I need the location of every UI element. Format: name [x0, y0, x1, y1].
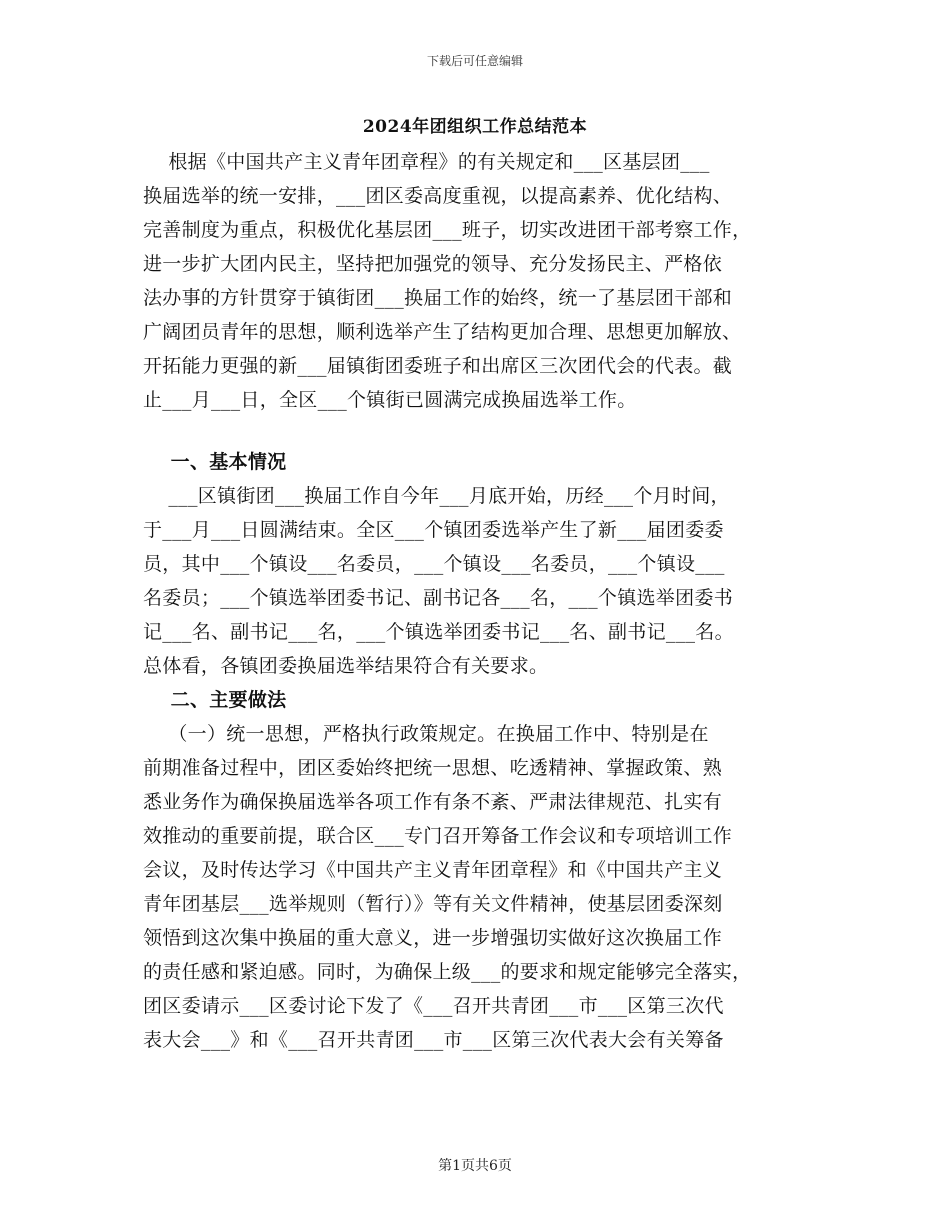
body-line: 员，其中___个镇设___名委员，___个镇设___名委员，___个镇设___ — [143, 553, 725, 575]
body-line: 法办事的方针贯穿于镇街团___换届工作的始终，统一了基层团干部和 — [143, 287, 733, 309]
section-heading-practices: 二、主要做法 — [143, 689, 287, 711]
document-title: 2024年团组织工作总结范本 — [362, 117, 588, 137]
body-line: 开拓能力更强的新___届镇街团委班子和出席区三次团代会的代表。截 — [143, 355, 733, 377]
page-header-note: 下载后可任意编辑 — [426, 54, 523, 68]
body-line: 完善制度为重点，积极优化基层团___班子，切实改进团干部考察工作， — [143, 219, 752, 241]
body-line: 名委员；___个镇选举团委书记、副书记各___名，___个镇选举团委书 — [143, 587, 734, 609]
body-line: 前期准备过程中，团区委始终把统一思想、吃透精神、掌握政策、熟 — [143, 757, 723, 779]
body-line: 换届选举的统一安排，___团区委高度重视，以提高素养、优化结构、 — [143, 185, 733, 207]
body-line: 悉业务作为确保换届选举各项工作有条不紊、严肃法律规范、扎实有 — [143, 791, 723, 813]
section-heading-basic: 一、基本情况 — [143, 451, 287, 473]
body-line: 效推动的重要前提，联合区___专门召开筹备工作会议和专项培训工作 — [143, 825, 733, 847]
body-line: 的责任感和紧迫感。同时，为确保上级___的要求和规定能够完全落实， — [143, 961, 752, 983]
body-line: 止___月___日，全区___个镇街已圆满完成换届选举工作。 — [143, 389, 637, 411]
body-line: 记___名、副书记___名，___个镇选举团委书记___名、副书记___名。 — [143, 621, 734, 643]
page-number: 第1页共6页 — [438, 1158, 512, 1174]
body-line: （一）统一思想，严格执行政策规定。在换届工作中、特别是在 — [143, 723, 709, 745]
body-line: 青年团基层___选举规则（暂行）》等有关文件精神，使基层团委深刻 — [143, 893, 723, 915]
body-line: 领悟到这次集中换届的重大意义，进一步增强切实做好这次换届工作 — [143, 927, 723, 949]
body-line: 表大会___》和《___召开共青团___市___区第三次代表大会有关筹备 — [143, 1029, 724, 1051]
body-line: 会议，及时传达学习《中国共产主义青年团章程》和《中国共产主义 — [143, 859, 723, 881]
body-line: 团区委请示___区委讨论下发了《___召开共青团___市___区第三次代 — [143, 995, 724, 1017]
body-line: 进一步扩大团内民主，坚持把加强党的领导、充分发扬民主、严格依 — [143, 253, 723, 275]
body-line: 广阔团员青年的思想，顺利选举产生了结构更加合理、思想更加解放、 — [143, 321, 742, 343]
body-line: 根据《中国共产主义青年团章程》的有关规定和___区基层团___ — [143, 151, 710, 173]
body-line: 于___月___日圆满结束。全区___个镇团委选举产生了新___届团委委 — [143, 519, 724, 541]
body-line: 总体看，各镇团委换届选举结果符合有关要求。 — [143, 655, 549, 677]
body-line: ___区镇街团___换届工作自今年___月底开始，历经___个月时间， — [143, 485, 730, 507]
